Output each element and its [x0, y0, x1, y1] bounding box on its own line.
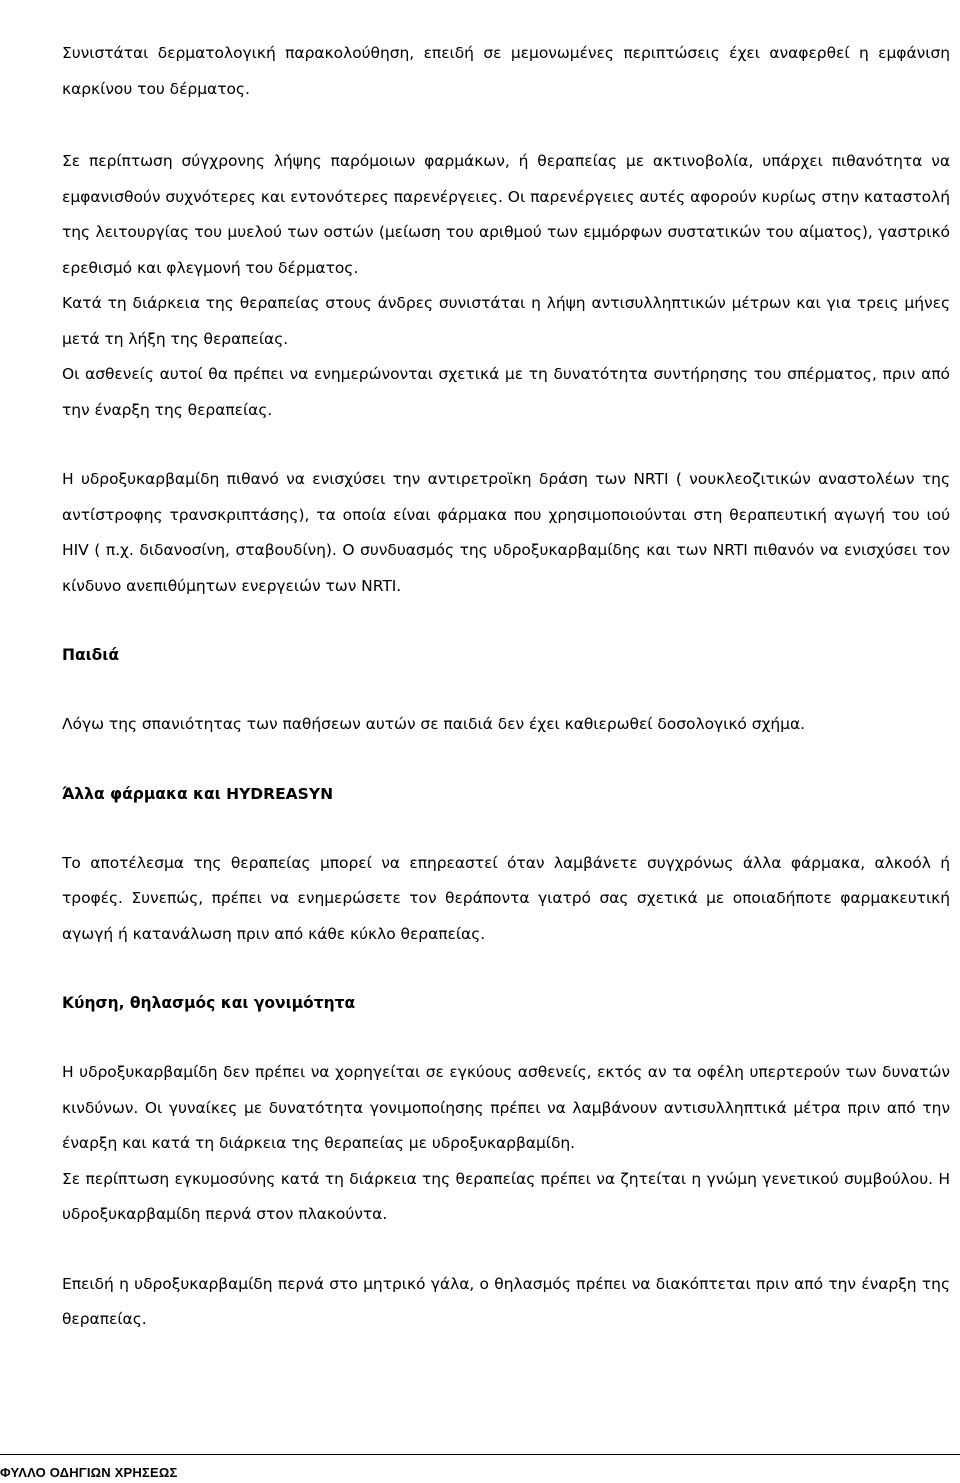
paragraph-male-contraception: Κατά τη διάρκεια της θεραπείας στους άνδρες συνιστάται η λήψη αντισυλληπτικών μέτρων και για τρεις μήνες μετά τη λήξη της θεραπείας. — [62, 294, 950, 348]
paragraph-breastfeeding: Επειδή η υδροξυκαρβαμίδη περνά στο μητρικό γάλα, ο θηλασμός πρέπει να διακόπτεται πριν από την έναρξη της θεραπείας. — [62, 1274, 950, 1328]
paragraph-concurrent-therapy: Σε περίπτωση σύγχρονης λήψης παρόμοιων φαρμάκων, ή θεραπείας με ακτινοβολία, υπάρχει πιθανότητα να εμφανισθούν συχνότερες και εντονότερες παρενέργειες. Οι παρενέργειες αυτές αφορούν κυρίως στην καταστολή της λειτουργίας του μυελού των οστών (μείωση του αριθμού των εμμόρφων συστατικών του αίματος), γαστρικό ερεθισμό και φλεγμονή του δέρματος. — [62, 152, 950, 277]
footer-label: ΦΥΛΛΟ ΟΔΗΓΙΩΝ ΧΡΗΣΕΩΣ — [0, 1465, 178, 1480]
paragraph-children: Λόγω της σπανιότητας των παθήσεων αυτών σε παιδιά δεν έχει καθιερωθεί δοσολογικό σχήμα. — [62, 715, 806, 733]
paragraph-nrti-interaction: Η υδροξυκαρβαμίδη πιθανό να ενισχύσει την αντιρετροϊκη δράση των NRTI ( νουκλεοζιτικών αναστολέων της αντίστροφης τρανσκριπτάσης), τα οποία είναι φάρμακα που χρησιμοποιούνται στη θεραπευτική αγωγή του ιού HIV ( π.χ. διδανοσίνη, σταβουδίνη). Ο συνδυασμός της υδροξυκαρβαμίδης και των NRTI πιθανόν να ενισχύσει τον κίνδυνο ανεπιθύμητων ενεργειών των NRTI. — [62, 470, 950, 595]
paragraph-other-medicines: Το αποτέλεσμα της θεραπείας μπορεί να επηρεαστεί όταν λαμβάνετε συγχρόνως άλλα φάρμακα, αλκοόλ ή τροφές. Συνεπώς, πρέπει να ενημερώσετε τον θεράποντα γιατρό σας σχετικά με οποιαδήποτε φαρμακευτική αγωγή ή κατανάλωση πριν από κάθε κύκλο θεραπείας. — [62, 853, 950, 943]
paragraph-skin-monitoring: Συνιστάται δερματολογική παρακολούθηση, επειδή σε μεμονωμένες περιπτώσεις έχει αναφερθεί η εμφάνιση καρκίνου του δέρματος. — [62, 44, 950, 98]
paragraph-pregnancy: Η υδροξυκαρβαμίδη δεν πρέπει να χορηγείται σε εγκύους ασθενείς, εκτός αν τα οφέλη υπερτερούν των δυνατών κινδύνων. Οι γυναίκες με δυνατότητα γονιμοποίησης πρέπει να λαμβάνουν αντισυλληπτικά μέτρα πριν από την έναρξη και κατά τη διάρκεια της θεραπείας με υδροξυκαρβαμίδη. — [62, 1063, 950, 1152]
heading-pregnancy: Κύηση, θηλασμός και γονιμότητα — [62, 994, 356, 1012]
footer-divider — [0, 1454, 960, 1455]
document-body — [62, 36, 950, 1338]
paragraph-sperm-preservation: Οι ασθενείς αυτοί θα πρέπει να ενημερώνονται σχετικά με τη δυνατότητα συντήρησης του σπέρματος, πριν από την έναρξη της θεραπείας. — [62, 365, 950, 419]
heading-other-medicines: Άλλα φάρμακα και HYDREASYN — [62, 784, 334, 803]
paragraph-genetic-counsel: Σε περίπτωση εγκυμοσύνης κατά τη διάρκεια της θεραπείας πρέπει να ζητείται η γνώμη γενετικού συμβούλου. Η υδροξυκαρβαμίδη περνά στον πλακούντα. — [62, 1169, 950, 1223]
heading-children: Παιδιά — [62, 646, 119, 664]
